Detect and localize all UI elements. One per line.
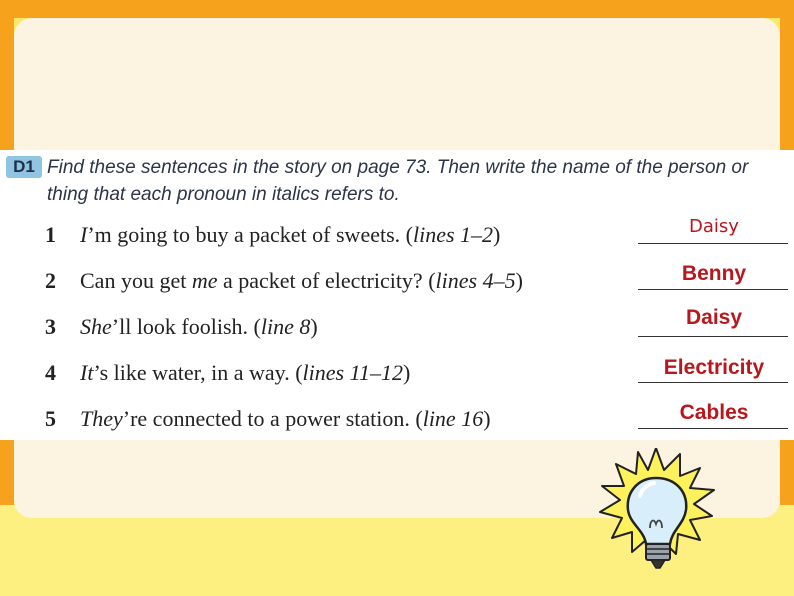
item-pronoun: She	[80, 314, 112, 339]
item-sentence: It’s like water, in a way. (lines 11–12)	[80, 360, 411, 385]
answer-5: Cables	[679, 401, 749, 424]
orange-frame-right	[780, 0, 794, 150]
answer-1: Daisy	[689, 216, 739, 237]
item-number: 3	[45, 314, 56, 339]
item-number: 1	[45, 222, 56, 247]
answer-line-4	[638, 382, 788, 383]
orange-frame-left-lower	[0, 440, 14, 510]
item-sentence: They’re connected to a power station. (line 16)	[80, 406, 491, 431]
orange-frame-right-lower	[780, 440, 794, 510]
answer-3: Daisy	[685, 306, 743, 329]
item-sentence: Can you get me a packet of electricity? (lines 4–5)	[80, 268, 523, 293]
answer-line-3	[638, 336, 788, 337]
answer-2: Benny	[681, 262, 747, 285]
item-pronoun: It	[80, 360, 94, 385]
item-sentence: I’m going to buy a packet of sweets. (lines 1–2)	[80, 222, 501, 247]
exercise-badge: D1	[6, 156, 42, 178]
item-pronoun: They	[80, 406, 123, 431]
item-pronoun: I	[80, 222, 88, 247]
answer-line-1	[638, 243, 788, 244]
answer-4: Electricity	[663, 356, 765, 379]
item-line-ref: lines 1–2	[412, 222, 494, 247]
lightbulb-icon	[596, 448, 716, 578]
item-number: 2	[45, 268, 56, 293]
orange-frame-top	[0, 0, 794, 18]
item-number: 4	[45, 360, 56, 385]
item-sentence: She’ll look foolish. (line 8)	[80, 314, 318, 339]
item-line-ref: lines 4–5	[435, 268, 516, 293]
answer-line-5	[638, 428, 788, 429]
item-line-ref: lines 11–12	[302, 360, 403, 385]
answer-line-2	[638, 289, 788, 290]
item-line-ref: line 16	[422, 406, 484, 431]
item-line-ref: line 8	[260, 314, 311, 339]
exercise-instruction: Find these sentences in the story on page 73. Then write the name of the person or thing that each pronoun in italics refers to.	[47, 157, 749, 205]
item-number: 5	[45, 406, 56, 431]
orange-frame-left	[0, 0, 14, 150]
item-pronoun: me	[191, 268, 218, 293]
